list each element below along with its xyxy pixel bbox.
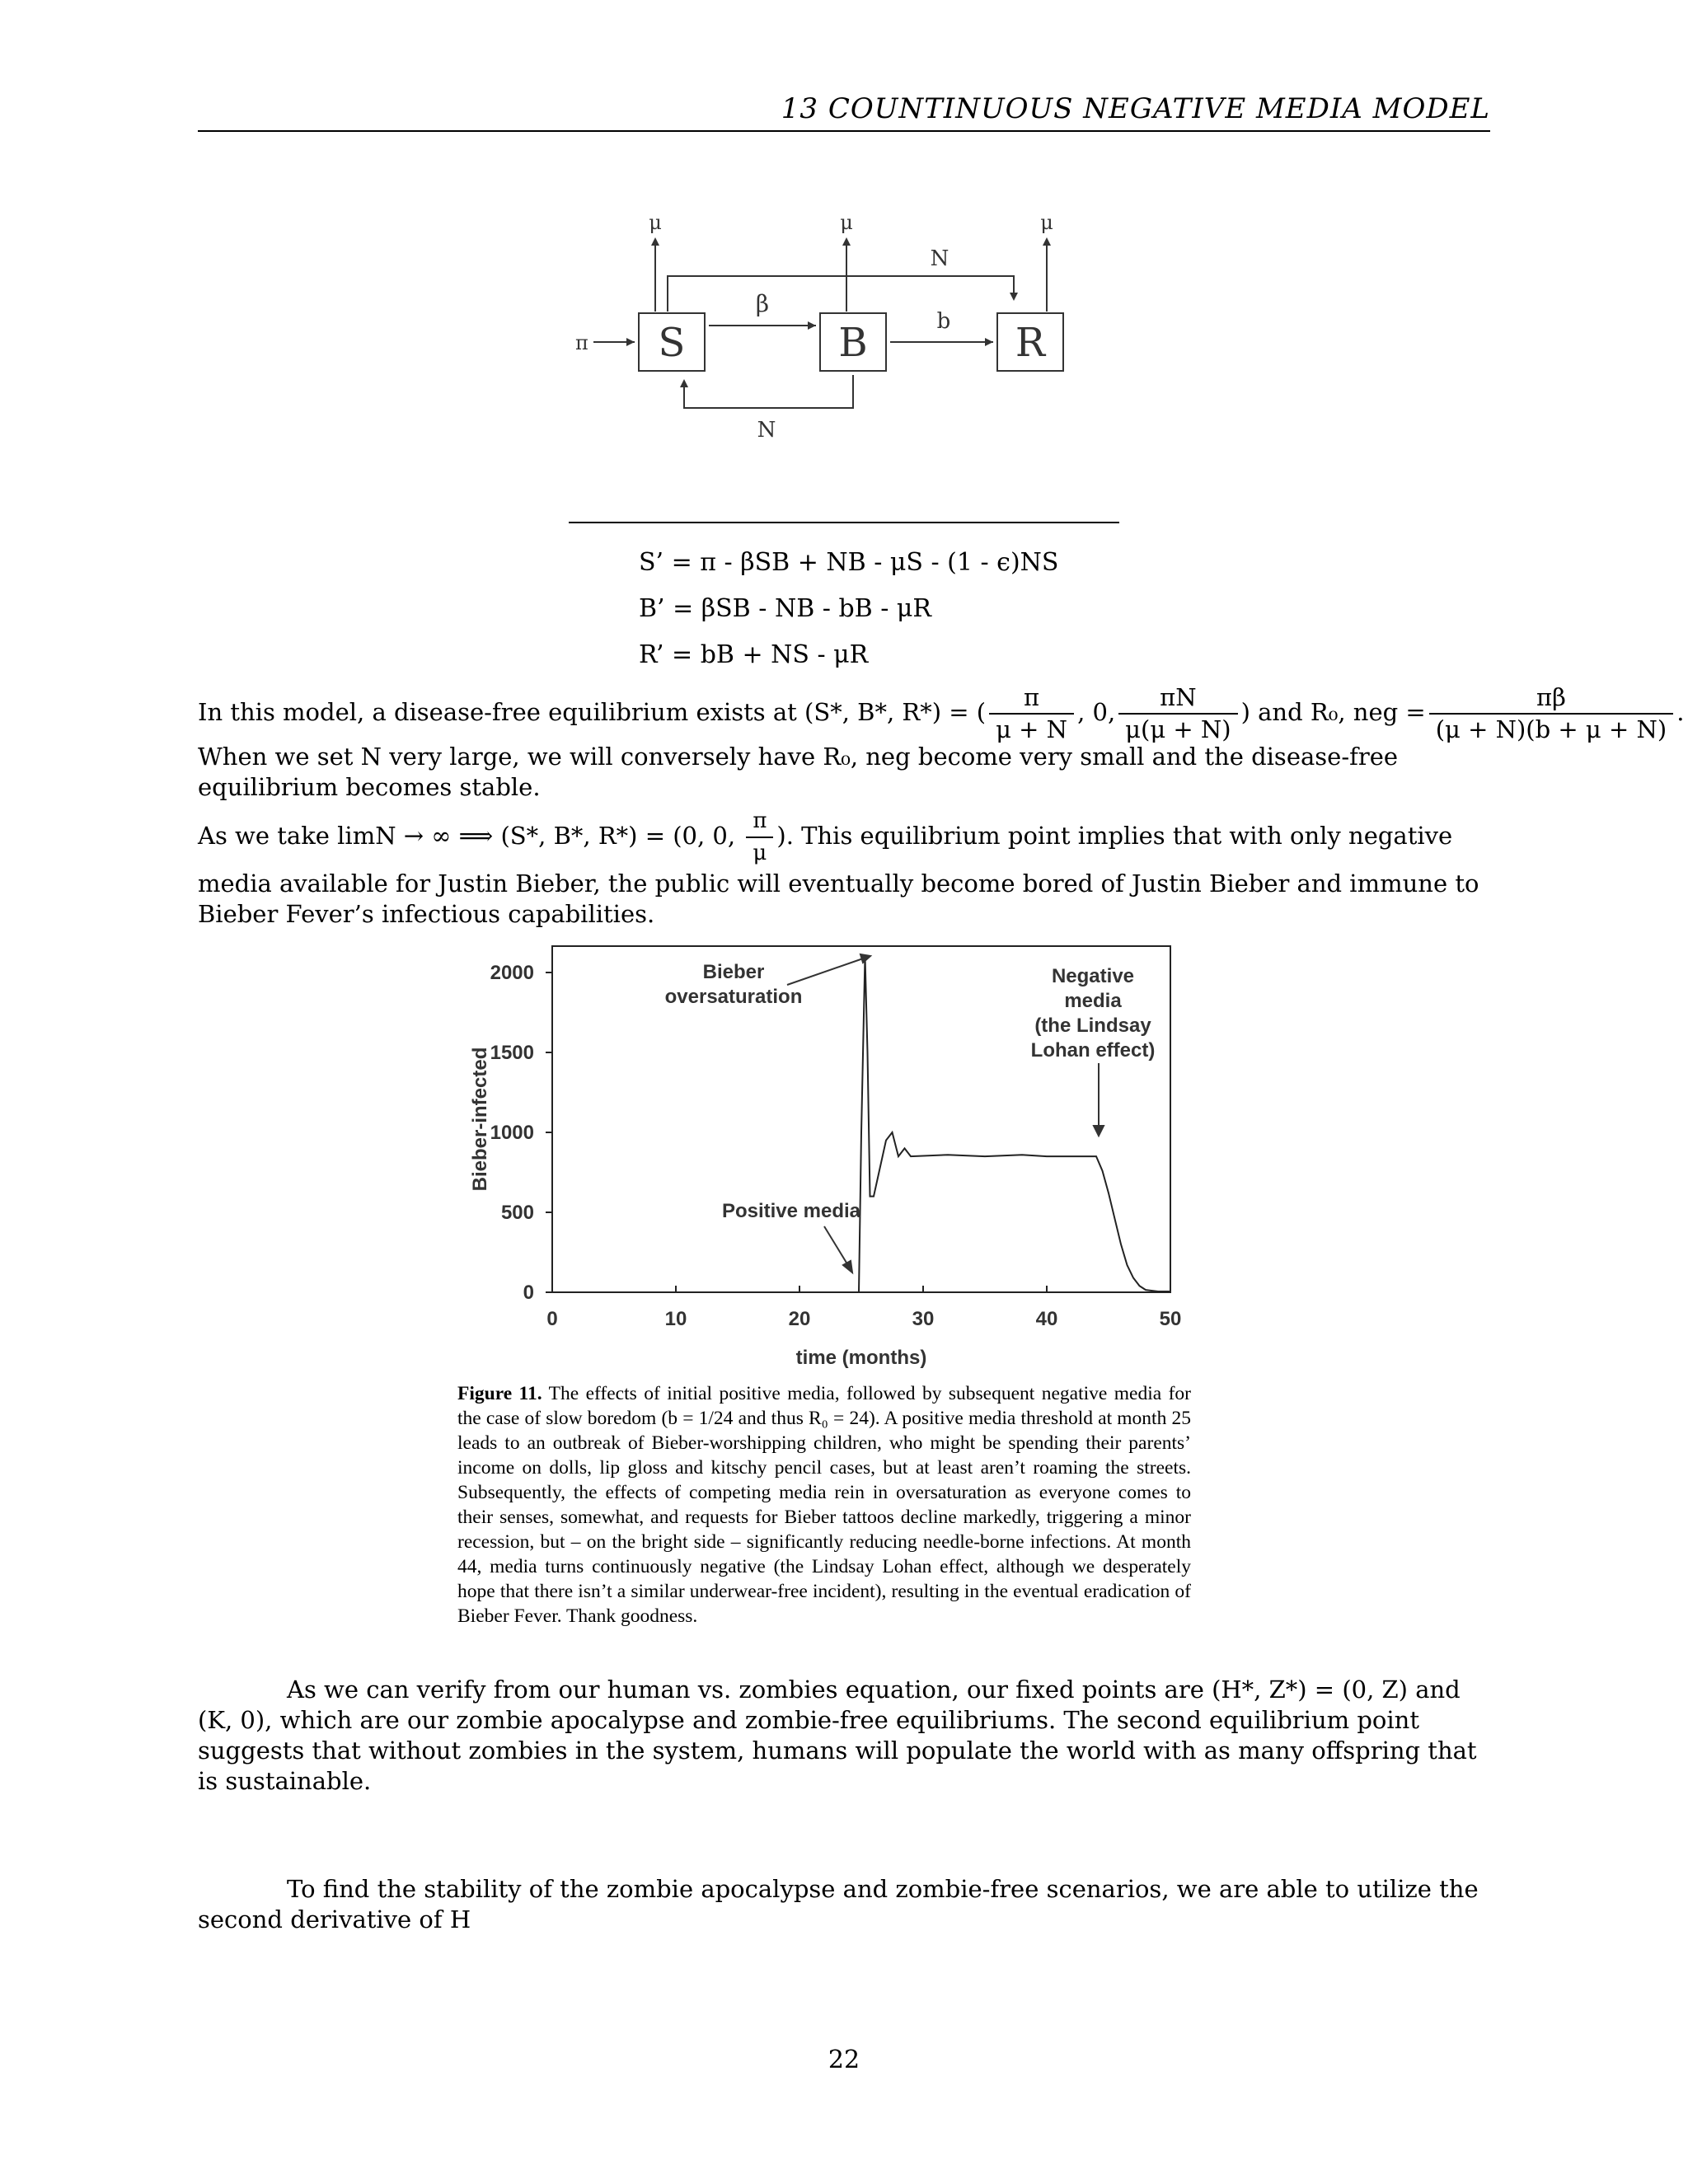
x-tick-label: 40 (1035, 1308, 1058, 1330)
paragraph-stability: To find the stability of the zombie apocalypse and zombie-free scenarios, we are able to utilize the second derivative of H (198, 1875, 1479, 1933)
y-tick-label: 0 (523, 1282, 534, 1304)
b-rate-label: b (936, 309, 951, 334)
equation-r-prime: R’ = bB + NS - μR (639, 640, 869, 669)
para1-mid1: , 0, (1077, 698, 1116, 726)
annotation-negative-line2: media (1064, 990, 1122, 1012)
pi-arrowhead (626, 338, 635, 346)
y-tick-label: 1000 (490, 1122, 534, 1144)
b-arrowhead (985, 338, 993, 346)
annotation-negative-line3: (the Lindsay (1034, 1015, 1151, 1037)
equation-b-prime: B’ = βSB - NB - bB - μR (639, 594, 931, 623)
mu-r-label: μ (1040, 211, 1053, 234)
para1-mid2: ) and R₀, neg = (1240, 698, 1426, 726)
mu-b-label: μ (840, 211, 853, 234)
figure-caption (457, 1381, 1191, 1629)
fraction-numerator: π (746, 806, 773, 838)
node-b-label: B (838, 320, 868, 366)
y-tick-label: 500 (500, 1202, 534, 1224)
fraction-r0-neg (1429, 682, 1673, 745)
para1-prefix: In this model, a disease-free equilibrium exists at (S*, B*, R*) = ( (198, 698, 987, 726)
x-axis-label: time (months) (795, 1347, 927, 1369)
para3-suffix: ). This equilibrium point implies that with only negative media available for Justin Bieber, the public will eventually become bored of Justin Bieber and immune to Bieber Fever’s infectious capabilities. (198, 822, 1479, 928)
page-number: 22 (828, 2046, 860, 2074)
para1-suffix: . (1676, 698, 1685, 726)
fraction-pi-over-mu (746, 806, 773, 869)
y-tick-label: 1500 (490, 1042, 534, 1064)
running-header (198, 92, 1490, 132)
paragraph-fixed-points: As we can verify from our human vs. zombies equation, our fixed points are (H*, Z*) = (0, Z) and (K, 0), which are our zombie apocalypse and zombie-free equilibriums. The second equilibrium point suggests that without zombies in the system, humans will populate the world with as many offspring that is sustainable. (198, 1675, 1477, 1795)
fraction-denominator: μ (753, 841, 767, 865)
positive-media-arrowhead (843, 1261, 852, 1272)
x-tick-label: 20 (788, 1308, 811, 1330)
paragraph-limit (198, 806, 1490, 930)
fraction-s-star (989, 682, 1074, 745)
mu-s-label: μ (649, 211, 662, 234)
node-r-label: R (1015, 320, 1046, 366)
annotation-positive-media: Positive media (721, 1200, 861, 1222)
node-s-label: S (658, 320, 686, 366)
x-tick-label: 0 (546, 1308, 558, 1330)
annotation-oversaturation-line2: oversaturation (664, 986, 803, 1008)
annotation-negative-line4: Lohan effect) (1030, 1039, 1156, 1062)
oversaturation-arrow (787, 958, 865, 985)
y-axis-label: Bieber-infected (469, 1047, 491, 1192)
fraction-denominator: μ(μ + N) (1125, 715, 1231, 743)
oversaturation-arrowhead (860, 954, 870, 963)
beta-label: β (755, 290, 770, 317)
fraction-numerator: πβ (1429, 682, 1673, 715)
fraction-numerator: π (989, 682, 1074, 715)
inflow-pi-label: π (575, 331, 588, 354)
x-tick-label: 10 (664, 1308, 687, 1330)
annotation-oversaturation-line1: Bieber (702, 961, 765, 983)
x-tick-label: 30 (912, 1308, 935, 1330)
bieber-infected-chart (462, 940, 1187, 1376)
y-tick-label: 2000 (490, 962, 534, 984)
negative-media-arrowhead (1094, 1126, 1104, 1136)
fraction-r-star (1118, 682, 1237, 745)
positive-media-arrow (824, 1226, 849, 1267)
annotation-negative-line1: Negative (1051, 965, 1135, 987)
diagram-separator-rule (569, 522, 1119, 523)
para3-prefix: As we take limN → ∞ ⟹ (S*, B*, R*) = (0, 0, (198, 822, 736, 850)
paragraph-large-n: When we set N very large, we will conversely have R₀, neg become very small and the disease-free equilibrium becomes stable. (198, 743, 1399, 801)
beta-arrowhead (808, 321, 816, 330)
x-tick-label: 50 (1159, 1308, 1182, 1330)
figure-caption-label: Figure 11. (457, 1383, 542, 1404)
fraction-numerator: πN (1118, 682, 1237, 715)
sbr-compartment-diagram (552, 198, 1088, 494)
mu-s-arrowhead (651, 237, 659, 246)
mu-r-arrowhead (1043, 237, 1051, 246)
fraction-denominator: μ + N (996, 715, 1068, 743)
n-top-arrowhead (1010, 293, 1018, 301)
equation-s-prime: S’ = π - βSB + NB - μS - (1 - ϵ)NS (639, 548, 1059, 577)
n-bottom-label: N (757, 418, 776, 443)
running-header-text: 13 COUNTINUOUS NEGATIVE MEDIA MODEL (781, 92, 1490, 125)
figure-caption-text: The effects of initial positive media, followed by subsequent negative media for the case of slow boredom (b = 1/24 and thus R₀ = 24). A positive media threshold at month 25 leads to an outbreak of Bieber-worshipping children, who might be spending their parents’ income on dolls, lip gloss and kitschy pencil cases, but at least aren’t roaming the streets. Subsequently, the effects of competing media rein in oversaturation as everyone comes to their senses, somewhat, and requests for Bieber tattoos decline markedly, triggering a minor recession, but – on the bright side – significantly reducing needle-borne infections. At month 44, media turns continuously negative (the Lindsay Lohan effect, although we desperately hope that there isn’t a similar underwear-free incident), resulting in the eventual eradication of Bieber Fever. Thank goodness. (457, 1383, 1191, 1627)
mu-b-arrowhead (842, 237, 851, 246)
n-top-label: N (930, 246, 950, 271)
fraction-denominator: (μ + N)(b + μ + N) (1435, 715, 1667, 743)
n-bottom-arrowhead (680, 379, 688, 387)
